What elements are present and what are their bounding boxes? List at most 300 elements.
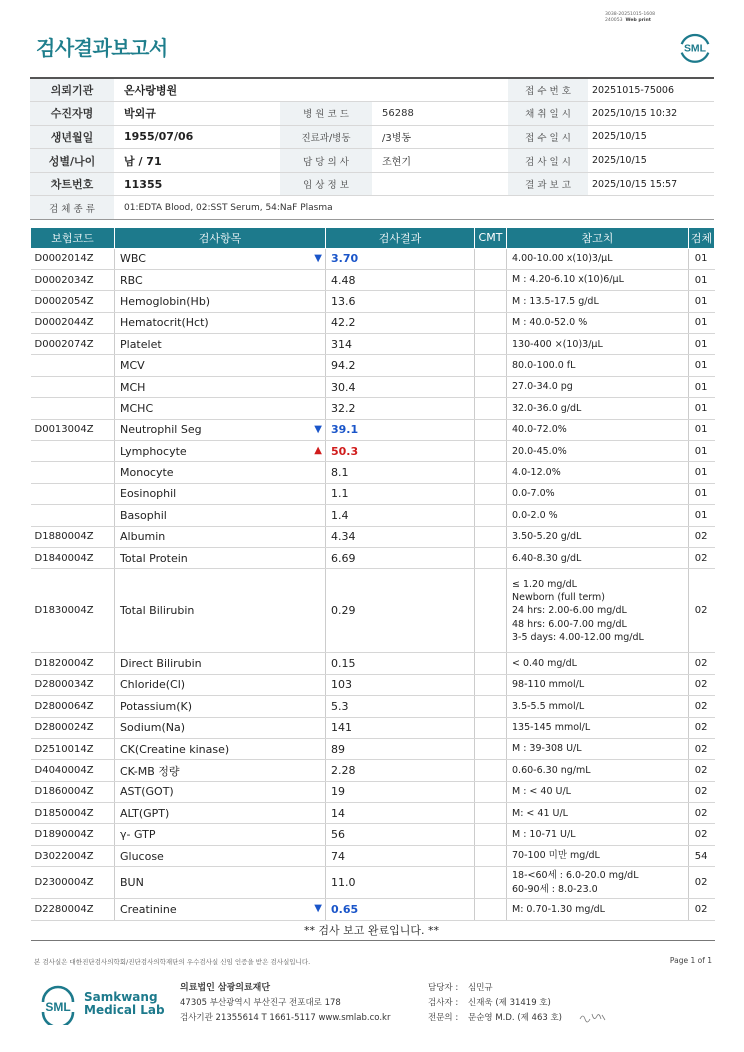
result-item-name: MCH: [120, 380, 146, 394]
info-value-birthdate: 1955/07/06: [114, 125, 280, 149]
result-item: [115, 781, 326, 802]
info-label: 채 취 일 시: [508, 102, 588, 126]
results-header-row: [31, 228, 715, 248]
result-item-name: ALT(GPT): [120, 806, 170, 820]
result-item: [115, 760, 326, 781]
page-number: Page 1 of 1: [669, 956, 712, 965]
result-specimen: 01: [689, 462, 715, 483]
result-item: [115, 441, 326, 462]
result-specimen: 01: [689, 441, 715, 462]
result-row: [31, 824, 715, 845]
result-reference: 80.0-100.0 fL: [507, 355, 689, 376]
result-value: 19: [326, 781, 475, 802]
reference-line: 24 hrs: 2.00-6.00 mg/dL: [512, 605, 627, 617]
reference-line: 48 hrs: 6.00-7.00 mg/dL: [512, 618, 627, 630]
result-code: [31, 462, 115, 483]
reference-line: 18-<60세 : 6.0-20.0 mg/dL: [512, 870, 639, 882]
reference-line: 3-5 days: 4.00-12.00 mg/dL: [512, 631, 644, 643]
result-cmt: [475, 653, 507, 674]
result-item: [115, 547, 326, 568]
result-cmt: [475, 526, 507, 547]
result-reference: 135-145 mmol/L: [507, 717, 689, 738]
header-cmt: CMT: [475, 228, 507, 248]
result-value: 3.70: [326, 248, 475, 269]
info-row: [30, 172, 714, 196]
result-code: D2510014Z: [31, 738, 115, 759]
result-item: [115, 291, 326, 312]
result-item-name: Platelet: [120, 337, 162, 351]
result-specimen: 01: [689, 248, 715, 269]
result-row: [31, 899, 715, 920]
result-item: [115, 696, 326, 717]
info-value-received-date: 2025/10/15: [588, 125, 714, 149]
result-cmt: [475, 505, 507, 526]
result-item-name: BUN: [120, 876, 144, 890]
result-code: D2800024Z: [31, 717, 115, 738]
result-item: [115, 569, 326, 653]
result-value: 141: [326, 717, 475, 738]
result-item-name: Lymphocyte: [120, 444, 187, 458]
result-specimen: 02: [689, 899, 715, 920]
result-reference: 4.00-10.00 x(10)3/μL: [507, 248, 689, 269]
result-row: [31, 867, 715, 899]
result-item-name: Eosinophil: [120, 487, 177, 501]
info-value-specimen-types: 01:EDTA Blood, 02:SST Serum, 54:NaF Plasma: [114, 196, 714, 220]
result-code: D1840004Z: [31, 547, 115, 568]
result-item: [115, 419, 326, 440]
header-insurance-code: 보험코드: [31, 228, 115, 248]
result-row: [31, 419, 715, 440]
result-item-name: Albumin: [120, 530, 166, 544]
result-value: 0.15: [326, 653, 475, 674]
result-code: D1890004Z: [31, 824, 115, 845]
result-specimen: 01: [689, 355, 715, 376]
result-cmt: [475, 355, 507, 376]
result-specimen: 01: [689, 483, 715, 504]
info-value-institution: 온사랑병원: [114, 78, 508, 102]
report-complete-text: ** 검사 보고 완료입니다. **: [31, 920, 715, 940]
result-reference: M : 13.5-17.5 g/dL: [507, 291, 689, 312]
result-row: [31, 355, 715, 376]
result-row: [31, 674, 715, 695]
result-cmt: [475, 717, 507, 738]
result-reference: 0.0-2.0 %: [507, 505, 689, 526]
result-cmt: [475, 569, 507, 653]
info-label: 접 수 일 시: [508, 125, 588, 149]
result-code: D3022004Z: [31, 845, 115, 866]
result-row: [31, 803, 715, 824]
result-item: [115, 312, 326, 333]
result-row: [31, 334, 715, 355]
result-item: [115, 248, 326, 269]
info-label: 검 사 일 시: [508, 149, 588, 173]
info-value-report-time: 2025/10/15 15:57: [588, 172, 714, 196]
result-item: [115, 334, 326, 355]
result-item: [115, 738, 326, 759]
report-complete-row: [31, 920, 715, 940]
result-code: D2800034Z: [31, 674, 115, 695]
result-specimen: 02: [689, 674, 715, 695]
staff-line: 전문의 : 문순영 M.D. (제 463 호): [428, 1013, 563, 1023]
result-item-name: Glucose: [120, 849, 164, 863]
info-label: 결 과 보 고: [508, 172, 588, 196]
result-item: [115, 462, 326, 483]
result-specimen: 01: [689, 269, 715, 290]
info-label: 검 체 종 류: [30, 196, 114, 220]
result-code: D2280004Z: [31, 899, 115, 920]
staff-line: 담당자 : 심민규: [428, 983, 493, 993]
result-reference: 130-400 ×(10)3/μL: [507, 334, 689, 355]
result-item: [115, 845, 326, 866]
result-value: 13.6: [326, 291, 475, 312]
info-label: 담 당 의 사: [280, 149, 372, 173]
result-value: 39.1: [326, 419, 475, 440]
info-value-test-date: 2025/10/15: [588, 149, 714, 173]
high-flag-icon: ▲: [314, 445, 322, 457]
result-value: 6.69: [326, 547, 475, 568]
result-specimen: 01: [689, 376, 715, 397]
brand-name: [84, 991, 165, 1017]
staff-info: [428, 981, 562, 1026]
result-value: 14: [326, 803, 475, 824]
result-specimen: 01: [689, 505, 715, 526]
result-value: 0.29: [326, 569, 475, 653]
result-specimen: 02: [689, 696, 715, 717]
result-cmt: [475, 291, 507, 312]
result-cmt: [475, 483, 507, 504]
result-row: [31, 398, 715, 419]
result-code: D1830004Z: [31, 569, 115, 653]
result-cmt: [475, 248, 507, 269]
result-item-name: Sodium(Na): [120, 721, 185, 735]
result-value: 2.28: [326, 760, 475, 781]
result-item-name: AST(GOT): [120, 785, 174, 799]
result-value: 94.2: [326, 355, 475, 376]
result-item-name: Total Bilirubin: [120, 604, 195, 618]
result-value: 30.4: [326, 376, 475, 397]
brand-line2: Medical Lab: [84, 1003, 165, 1017]
result-value: 32.2: [326, 398, 475, 419]
result-row: [31, 845, 715, 866]
result-item-name: MCHC: [120, 401, 154, 415]
signature-icon: [578, 1010, 608, 1024]
result-cmt: [475, 441, 507, 462]
result-specimen: 54: [689, 845, 715, 866]
result-row: [31, 312, 715, 333]
result-code: D2800064Z: [31, 696, 115, 717]
result-row: [31, 781, 715, 802]
result-reference: 98-110 mmol/L: [507, 674, 689, 695]
info-value-collection-time: 2025/10/15 10:32: [588, 102, 714, 126]
result-cmt: [475, 312, 507, 333]
result-item-name: MCV: [120, 359, 145, 373]
result-code: D0002014Z: [31, 248, 115, 269]
info-label: 임 상 정 보: [280, 172, 372, 196]
header-specimen: 검체: [689, 228, 715, 248]
logo-text: SML: [683, 43, 707, 55]
result-value: 74: [326, 845, 475, 866]
result-item: [115, 355, 326, 376]
info-label: 생년월일: [30, 125, 114, 149]
result-specimen: 02: [689, 653, 715, 674]
result-reference: [507, 569, 689, 653]
organization-address: 47305 부산광역시 부산진구 전포대로 178: [180, 998, 341, 1008]
result-reference: [507, 867, 689, 899]
result-row: [31, 462, 715, 483]
result-cmt: [475, 781, 507, 802]
result-item: [115, 269, 326, 290]
info-label: 병 원 코 드: [280, 102, 372, 126]
result-item-name: Monocyte: [120, 466, 174, 480]
result-item-name: Creatinine: [120, 902, 177, 916]
sml-footer-logo-icon: [38, 985, 78, 1025]
result-value: 1.1: [326, 483, 475, 504]
result-item: [115, 674, 326, 695]
result-specimen: 02: [689, 781, 715, 802]
result-cmt: [475, 462, 507, 483]
result-item-name: Chloride(Cl): [120, 678, 186, 692]
staff-line: 검사자 : 신재욱 (제 31419 호): [428, 998, 551, 1008]
result-reference: 20.0-45.0%: [507, 441, 689, 462]
result-item: [115, 867, 326, 899]
result-specimen: 02: [689, 547, 715, 568]
result-cmt: [475, 738, 507, 759]
result-value: 103: [326, 674, 475, 695]
result-reference: < 0.40 mg/dL: [507, 653, 689, 674]
result-code: D1850004Z: [31, 803, 115, 824]
result-code: D0002054Z: [31, 291, 115, 312]
result-cmt: [475, 547, 507, 568]
document-id-line2: 240053 Web print: [605, 18, 651, 23]
result-item-name: Hemoglobin(Hb): [120, 294, 211, 308]
document-id-line1: 3038-20251015-1608: [605, 12, 656, 17]
result-reference: 27.0-34.0 pg: [507, 376, 689, 397]
result-code: D2300004Z: [31, 867, 115, 899]
result-value: 4.48: [326, 269, 475, 290]
info-label: 접 수 번 호: [508, 78, 588, 102]
info-value-clinical-info: [372, 172, 508, 196]
result-specimen: 01: [689, 312, 715, 333]
result-code: D0013004Z: [31, 419, 115, 440]
info-label: 수진자명: [30, 102, 114, 126]
result-specimen: 02: [689, 824, 715, 845]
result-code: [31, 355, 115, 376]
result-row: [31, 760, 715, 781]
result-item: [115, 803, 326, 824]
result-row: [31, 376, 715, 397]
result-item-name: Basophil: [120, 508, 167, 522]
result-value: 0.65: [326, 899, 475, 920]
result-row: [31, 269, 715, 290]
info-row: [30, 102, 714, 126]
result-row: [31, 291, 715, 312]
result-code: [31, 483, 115, 504]
result-specimen: 01: [689, 398, 715, 419]
result-cmt: [475, 674, 507, 695]
info-label: 의뢰기관: [30, 78, 114, 102]
result-value: 1.4: [326, 505, 475, 526]
result-row: [31, 569, 715, 653]
result-code: D0002074Z: [31, 334, 115, 355]
result-cmt: [475, 899, 507, 920]
result-reference: 32.0-36.0 g/dL: [507, 398, 689, 419]
result-item: [115, 376, 326, 397]
result-specimen: 02: [689, 738, 715, 759]
result-reference: 0.60-6.30 ng/mL: [507, 760, 689, 781]
result-cmt: [475, 334, 507, 355]
result-value: 8.1: [326, 462, 475, 483]
result-cmt: [475, 696, 507, 717]
result-reference: M : 40.0-52.0 %: [507, 312, 689, 333]
result-value: 89: [326, 738, 475, 759]
result-reference: 40.0-72.0%: [507, 419, 689, 440]
result-item: [115, 505, 326, 526]
header-reference: 참고치: [507, 228, 689, 248]
result-reference: 70-100 미만 mg/dL: [507, 845, 689, 866]
result-code: D1820004Z: [31, 653, 115, 674]
info-value-accession: 20251015-75006: [588, 78, 714, 102]
result-specimen: 01: [689, 291, 715, 312]
organization-name: 의료법인 삼광의료재단: [180, 983, 271, 993]
info-row: [30, 196, 714, 220]
certification-note: 본 검사실은 대한진단검사의학회/진단검사의학재단의 우수검사실 신임 인증을 받은 검사실입니다.: [34, 958, 311, 966]
result-row: [31, 248, 715, 269]
result-code: D0002044Z: [31, 312, 115, 333]
info-row: [30, 125, 714, 149]
info-value-chart-number: 11355: [114, 172, 280, 196]
result-item: [115, 483, 326, 504]
low-flag-icon: ▼: [314, 903, 322, 915]
result-item-name: CK(Creatine kinase): [120, 742, 230, 756]
result-value: 50.3: [326, 441, 475, 462]
result-item-name: Potassium(K): [120, 699, 193, 713]
result-reference: M : 4.20-6.10 x(10)6/μL: [507, 269, 689, 290]
result-reference: 4.0-12.0%: [507, 462, 689, 483]
result-row: [31, 738, 715, 759]
info-label: 차트번호: [30, 172, 114, 196]
header-result: 검사결과: [326, 228, 475, 248]
footer-logo-text: SML: [45, 1000, 71, 1014]
result-row: [31, 526, 715, 547]
result-cmt: [475, 419, 507, 440]
result-item: [115, 899, 326, 920]
result-row: [31, 653, 715, 674]
result-code: [31, 441, 115, 462]
result-reference: M : 10-71 U/L: [507, 824, 689, 845]
result-item-name: RBC: [120, 273, 143, 287]
result-code: D1860004Z: [31, 781, 115, 802]
result-reference: 0.0-7.0%: [507, 483, 689, 504]
result-reference: M : 39-308 U/L: [507, 738, 689, 759]
result-code: D1880004Z: [31, 526, 115, 547]
result-row: [31, 441, 715, 462]
result-value: 56: [326, 824, 475, 845]
organization-contact: 검사기관 21355614 T 1661-5117 www.smlab.co.kr: [180, 1013, 391, 1023]
result-cmt: [475, 760, 507, 781]
result-code: [31, 505, 115, 526]
info-value-hospital-code: 56288: [372, 102, 508, 126]
result-cmt: [475, 376, 507, 397]
result-specimen: 01: [689, 334, 715, 355]
result-cmt: [475, 269, 507, 290]
result-specimen: 02: [689, 717, 715, 738]
result-item-name: Total Protein: [120, 551, 188, 565]
result-item: [115, 717, 326, 738]
result-code: [31, 398, 115, 419]
result-row: [31, 505, 715, 526]
sml-logo-icon: [676, 27, 714, 65]
result-reference: M : < 40 U/L: [507, 781, 689, 802]
brand-line1: Samkwang: [84, 990, 158, 1004]
result-value: 42.2: [326, 312, 475, 333]
result-reference: M: < 41 U/L: [507, 803, 689, 824]
result-cmt: [475, 824, 507, 845]
result-reference: 6.40-8.30 g/dL: [507, 547, 689, 568]
result-code: D0002034Z: [31, 269, 115, 290]
patient-info-table: [30, 77, 714, 220]
info-label: 진료과/병동: [280, 125, 372, 149]
info-row: [30, 78, 714, 102]
result-item-name: CK-MB 정량: [120, 764, 180, 778]
result-item: [115, 653, 326, 674]
result-specimen: 01: [689, 419, 715, 440]
result-value: 5.3: [326, 696, 475, 717]
organization-info: [180, 981, 390, 1026]
low-flag-icon: ▼: [314, 423, 322, 435]
result-cmt: [475, 845, 507, 866]
result-item-name: γ- GTP: [120, 828, 156, 842]
result-value: 314: [326, 334, 475, 355]
info-row: [30, 149, 714, 173]
result-code: D4040004Z: [31, 760, 115, 781]
result-item-name: Hematocrit(Hct): [120, 316, 209, 330]
result-reference: 3.50-5.20 g/dL: [507, 526, 689, 547]
result-code: [31, 376, 115, 397]
header-test-item: 검사항목: [115, 228, 326, 248]
result-value: 4.34: [326, 526, 475, 547]
info-value-sex-age: 남 / 71: [114, 149, 280, 173]
result-item: [115, 398, 326, 419]
result-row: [31, 483, 715, 504]
results-body: [31, 248, 715, 920]
low-flag-icon: ▼: [314, 252, 322, 264]
reference-line: 60-90세 : 8.0-23.0: [512, 883, 598, 895]
result-item-name: Direct Bilirubin: [120, 657, 202, 671]
result-row: [31, 547, 715, 568]
result-specimen: 02: [689, 803, 715, 824]
reference-line: ≤ 1.20 mg/dL: [512, 578, 577, 590]
page-title: 검사결과보고서: [36, 36, 168, 60]
info-label: 성별/나이: [30, 149, 114, 173]
reference-line: Newborn (full term): [512, 591, 605, 603]
result-value: 11.0: [326, 867, 475, 899]
results-table: [30, 228, 715, 941]
result-specimen: 02: [689, 760, 715, 781]
info-value-doctor: 조현기: [372, 149, 508, 173]
result-item: [115, 526, 326, 547]
result-row: [31, 696, 715, 717]
info-value-patient-name: 박외규: [114, 102, 280, 126]
info-value-ward: /3병동: [372, 125, 508, 149]
result-specimen: 02: [689, 526, 715, 547]
result-item-name: Neutrophil Seg: [120, 423, 202, 437]
result-cmt: [475, 398, 507, 419]
result-specimen: 02: [689, 867, 715, 899]
result-specimen: 02: [689, 569, 715, 653]
document-id: [605, 12, 655, 24]
result-row: [31, 717, 715, 738]
result-cmt: [475, 867, 507, 899]
